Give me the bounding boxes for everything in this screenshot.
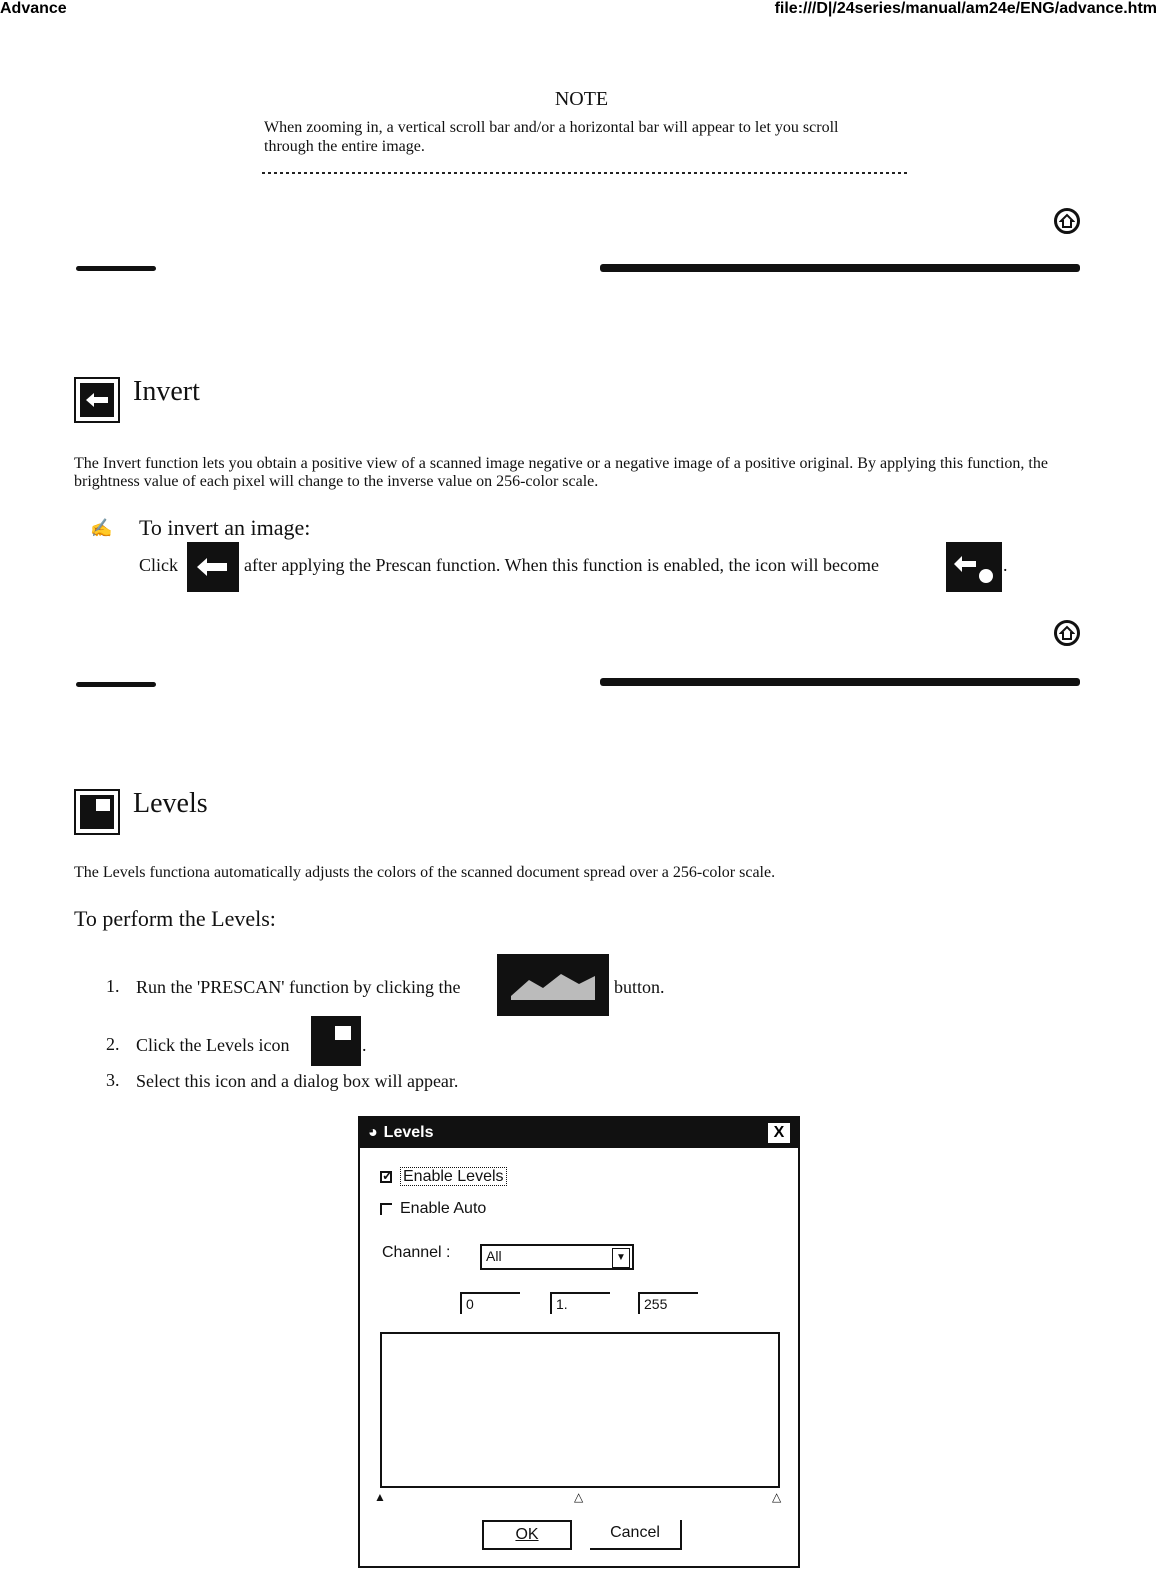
gamma-slider[interactable]: △ [574,1490,584,1504]
enable-auto-checkbox[interactable]: Enable Auto [380,1200,486,1218]
invert-instruction: after applying the Prescan function. When this function is enabled, the icon will become [244,555,879,575]
step-text: Run the 'PRESCAN' function by clicking the [136,977,461,997]
levels-subheading: To perform the Levels: [74,906,276,931]
invert-heading: Invert [133,376,200,407]
app-icon: ◕ [368,1124,378,1141]
channel-select[interactable]: All ▼ [480,1244,634,1270]
page-title: Advance [0,0,67,17]
dialog-titlebar [360,1118,798,1148]
step-number: 1. [106,976,120,996]
hand-pointer-icon: ✍ [90,518,113,538]
input-high-field[interactable]: 255 [638,1292,698,1314]
input-mid-field[interactable]: 1. [550,1292,610,1314]
step-number: 3. [106,1070,120,1090]
chevron-down-icon[interactable]: ▼ [612,1248,630,1268]
step-text: Click the Levels icon [136,1035,290,1055]
invert-instruction-end: . [1003,555,1008,575]
invert-icon [74,377,120,423]
invert-subheading: To invert an image: [139,515,311,540]
levels-heading: Levels [133,788,208,819]
checkbox-unchecked[interactable] [380,1203,392,1215]
step-text: Select this icon and a dialog box will appear. [136,1071,459,1091]
home-icon[interactable] [1054,620,1080,646]
levels-icon [74,789,120,835]
section-divider-left [76,266,156,271]
invert-click-text: Click [139,555,178,575]
invert-button-icon[interactable] [187,542,239,592]
page-url: file:///D|/24series/manual/am24e/ENG/advance.htm [774,0,1157,17]
invert-description: The Invert function lets you obtain a positive view of a scanned image negative or a negative image of a positive original. By applying this function, the brightness value of each pixel will change to the inverse value on 256-color scale. [74,455,1048,490]
levels-description: The Levels functiona automatically adjusts the colors of the scanned document spread over a 256-color scale. [74,864,776,881]
note-divider [262,172,910,174]
ok-button[interactable]: OK [482,1520,572,1550]
levels-button-icon[interactable] [311,1016,361,1066]
channel-label: Channel : [382,1244,451,1261]
prescan-button-icon[interactable] [497,954,609,1016]
note-text: When zooming in, a vertical scroll bar and/or a horizontal bar will appear to let you scroll through the entire image. [264,119,839,155]
note-title: NOTE [554,88,609,110]
histogram-area [380,1332,780,1488]
dialog-title: Levels [383,1124,434,1141]
white-point-slider[interactable]: △ [772,1490,782,1504]
invert-enabled-icon [946,542,1002,592]
section-divider-right [600,264,1080,272]
step-text: . [362,1035,367,1055]
close-button[interactable]: X [768,1123,790,1143]
black-point-slider[interactable]: ▲ [374,1490,386,1504]
step-number: 2. [106,1034,120,1054]
checkbox-checked[interactable]: ✓ [382,1167,393,1183]
section-divider-left [76,682,156,687]
input-low-field[interactable]: 0 [460,1292,520,1314]
section-divider-right [600,678,1080,686]
step-text: button. [614,977,665,997]
cancel-button[interactable]: Cancel [590,1520,682,1550]
enable-levels-checkbox[interactable]: ✓ Enable Levels [380,1168,507,1186]
levels-dialog [358,1116,800,1568]
home-icon[interactable] [1054,208,1080,234]
